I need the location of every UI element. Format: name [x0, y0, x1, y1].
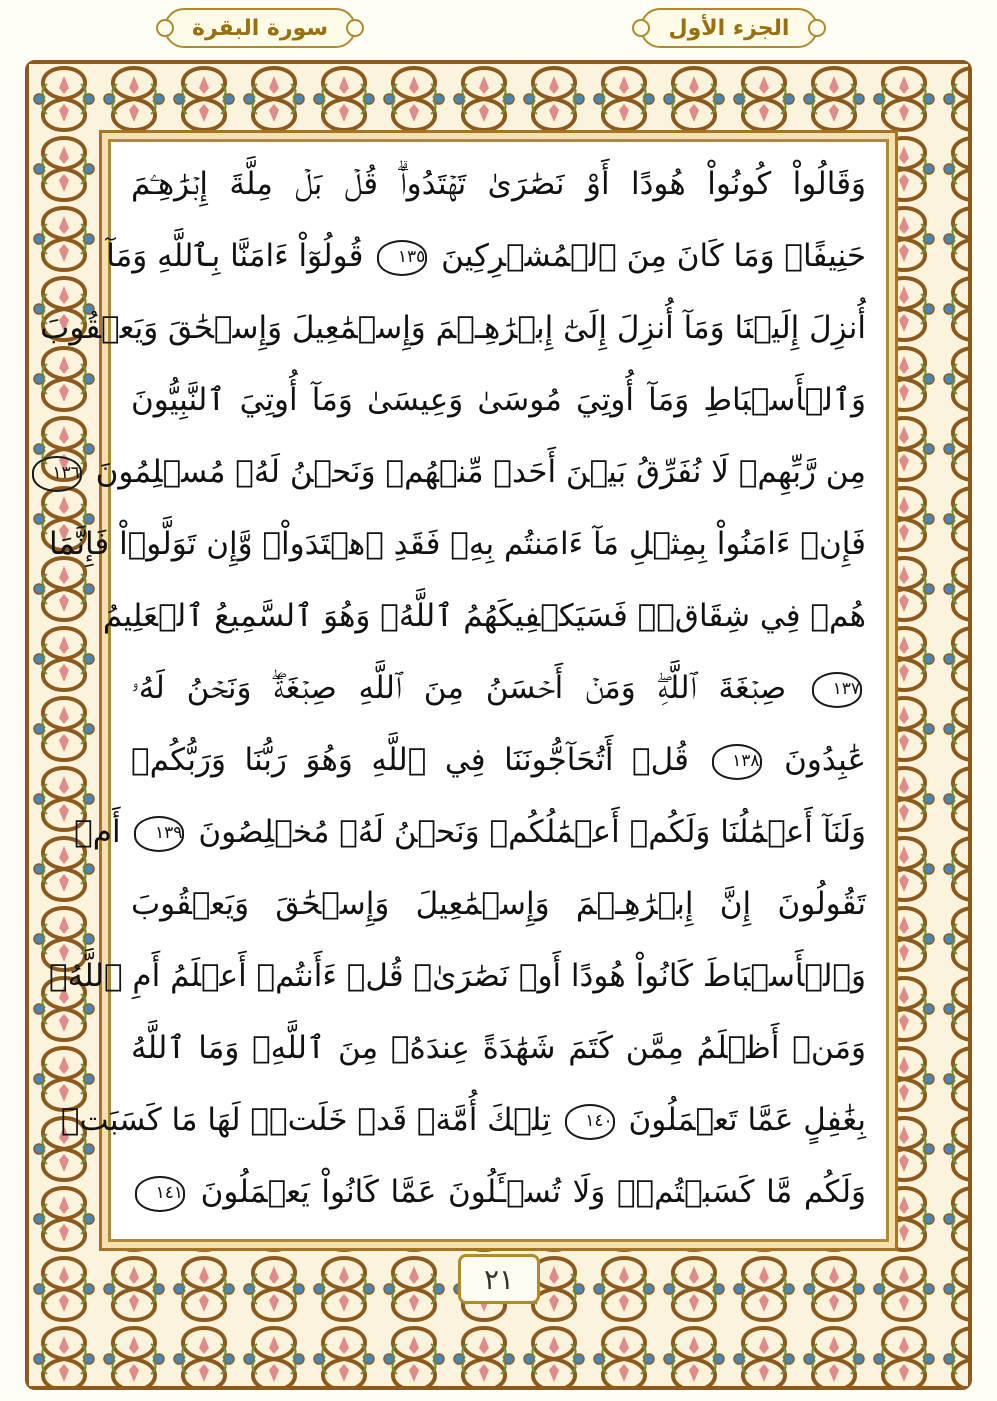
line-text: وَلَنَآ أَعۡمَٰلُنَا وَلَكُمۡ أَعۡمَٰلُكُمۡ وَنَحۡنُ لَهُۥ مُخۡلِصُونَ — [198, 814, 866, 850]
text-line — [74, 802, 866, 862]
juz-name-text: الجزء الأول — [668, 15, 790, 41]
line-text: قُلۡ أَتُحَآجُّونَنَا فِي ٱللَّهِ وَهُوَ رَبُّنَا وَرَبُّكُمۡ — [131, 742, 689, 778]
ayah-number-marker: ١٣٩ — [134, 816, 184, 852]
page-number-text: ٢١ — [483, 1262, 515, 1296]
line-text: تِلۡكَ أُمَّةٞ قَدۡ خَلَتۡۖ لَهَا مَا كَسَبَتۡ — [60, 1102, 551, 1138]
line-text: قُولُوٓاْ ءَامَنَّا بِٱللَّهِ وَمَآ — [106, 238, 364, 274]
ayah-number-marker: ١٣٦ — [32, 456, 82, 492]
line-text: أُنزِلَ إِلَيۡنَا وَمَآ أُنزِلَ إِلَىٰٓ إِبۡرَٰهِـۧمَ وَإِسۡمَٰعِيلَ وَإِسۡحَٰقَ وَيَعۡقُوبَ — [40, 310, 866, 346]
line-text: وَلَكُم مَّا كَسَبۡتُمۡۖ وَلَا تُسۡـَٔلُونَ عَمَّا كَانُواْ يَعۡمَلُونَ — [200, 1174, 866, 1210]
text-line — [131, 874, 866, 934]
text-line — [131, 658, 866, 718]
text-line — [48, 514, 866, 574]
text-line — [131, 730, 866, 790]
line-text: وَمَنۡ أَظۡلَمُ مِمَّن كَتَمَ شَهَٰدَةً عِندَهُۥ مِنَ ٱللَّهِۗ وَمَا ٱللَّهُ — [131, 1030, 866, 1066]
text-line — [40, 298, 866, 358]
line-text: فَإِنۡ ءَامَنُواْ بِمِثۡلِ مَآ ءَامَنتُم بِهِۦ فَقَدِ ٱهۡتَدَواْۖ وَّإِن تَوَلَّوۡاْ فَإِنَّمَا — [48, 526, 866, 562]
text-line — [49, 946, 866, 1006]
juz-name-label — [640, 8, 818, 48]
text-line — [131, 370, 866, 430]
page-number — [458, 1254, 540, 1304]
text-line — [102, 586, 866, 646]
ayah-number-marker: ١٣٥ — [377, 240, 427, 276]
line-text: وَٱلۡأَسۡبَاطِ وَمَآ أُوتِيَ مُوسَىٰ وَعِيسَىٰ وَمَآ أُوتِيَ ٱلنَّبِيُّونَ — [131, 382, 866, 418]
line-text: حَنِيفًاۖ وَمَا كَانَ مِنَ ٱلۡمُشۡرِكِينَ — [441, 238, 866, 274]
line-text: بِغَٰفِلٍ عَمَّا تَعۡمَلُونَ — [628, 1102, 866, 1138]
text-line — [52, 442, 866, 502]
line-text: صِبۡغَةَ ٱللَّهِۖ وَمَنۡ أَحۡسَنُ مِنَ ٱللَّهِ صِبۡغَةٗۖ وَنَحۡنُ لَهُۥ — [131, 670, 787, 706]
line-text: مِن رَّبِّهِمۡ لَا نُفَرِّقُ بَيۡنَ أَحَدٖ مِّنۡهُمۡ وَنَحۡنُ لَهُۥ مُسۡلِمُونَ — [95, 454, 866, 490]
text-line — [60, 1090, 866, 1150]
surah-name-text: سورة البقرة — [191, 15, 329, 41]
line-text: وَقَالُواْ كُونُواْ هُودًا أَوْ نَصَٰرَىٰ تَهۡتَدُواْۗ قُلۡ بَلۡ مِلَّةَ إِبۡرَٰهِـۧمَ — [131, 166, 866, 202]
ayah-number-marker: ١٣٧ — [812, 672, 862, 708]
quran-text-page — [40, 139, 889, 1242]
line-text: هُمۡ فِي شِقَاقٖۖ فَسَيَكۡفِيكَهُمُ ٱللَّهُۚ وَهُوَ ٱلسَّمِيعُ ٱلۡعَلِيمُ — [102, 598, 866, 634]
text-line — [131, 1162, 866, 1222]
line-text: وَٱلۡأَسۡبَاطَ كَانُواْ هُودًا أَوۡ نَصَٰرَىٰۗ قُلۡ ءَأَنتُمۡ أَعۡلَمُ أَمِ ٱللَّهُۗ — [49, 958, 866, 994]
ayah-number-marker: ١٤٠ — [565, 1104, 615, 1140]
text-line — [131, 1018, 866, 1078]
text-line — [106, 226, 866, 286]
ayah-number-marker: ١٤١ — [135, 1176, 185, 1212]
line-text: أَمۡ — [74, 814, 121, 850]
text-line — [131, 154, 866, 214]
line-text: عَٰبِدُونَ — [784, 742, 866, 778]
ayah-number-marker: ١٣٨ — [712, 744, 762, 780]
surah-name-label — [164, 8, 356, 48]
line-text: تَقُولُونَ إِنَّ إِبۡرَٰهِـۧمَ وَإِسۡمَٰعِيلَ وَإِسۡحَٰقَ وَيَعۡقُوبَ — [131, 886, 866, 922]
